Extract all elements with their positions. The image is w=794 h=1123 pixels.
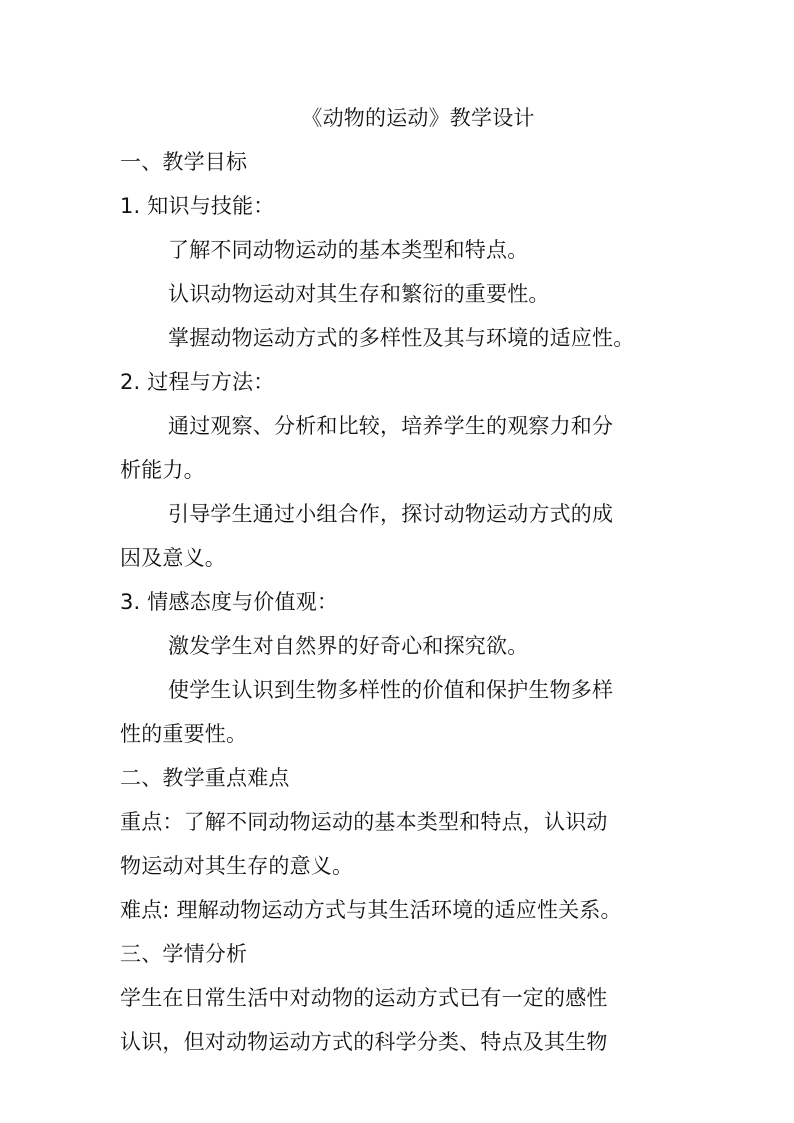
paragraph-line: 掌握动物运动方式的多样性及其与环境的适应性。 [168,326,635,350]
paragraph-line: 难点: 理解动物运动方式与其生活环境的适应性关系。 [120,898,622,922]
paragraph-line: 激发学生对自然界的好奇心和探究欲。 [168,634,529,658]
document-title: 《动物的运动》教学设计 [301,106,535,130]
paragraph-line: 引导学生通过小组合作，探讨动物运动方式的成 [168,502,614,526]
subheading-attitudes-values: 3. 情感态度与价值观： [120,590,339,614]
section-heading-objectives: 一、教学目标 [120,150,248,174]
paragraph-line: 学生在日常生活中对动物的运动方式已有一定的感性 [120,986,608,1010]
section-heading-learner-analysis: 三、学情分析 [120,942,248,966]
paragraph-line: 通过观察、分析和比较，培养学生的观察力和分 [168,414,614,438]
subheading-knowledge-skills: 1. 知识与技能： [120,194,275,218]
paragraph-line: 物运动对其生存的意义。 [120,854,354,878]
paragraph-line: 析能力。 [120,458,205,482]
document-page [120,96,680,1064]
paragraph-line: 使学生认识到生物多样性的价值和保护生物多样 [168,678,614,702]
subheading-process-methods: 2. 过程与方法： [120,370,275,394]
section-heading-key-points: 二、教学重点难点 [120,766,290,790]
paragraph-line: 了解不同动物运动的基本类型和特点。 [168,238,529,262]
paragraph-line: 因及意义。 [120,546,226,570]
paragraph-line: 认识，但对动物运动方式的科学分类、特点及其生物 [120,1030,608,1054]
paragraph-line: 重点：了解不同动物运动的基本类型和特点，认识动 [120,810,608,834]
paragraph-line: 认识动物运动对其生存和繁衍的重要性。 [168,282,550,306]
paragraph-line: 性的重要性。 [120,722,248,746]
